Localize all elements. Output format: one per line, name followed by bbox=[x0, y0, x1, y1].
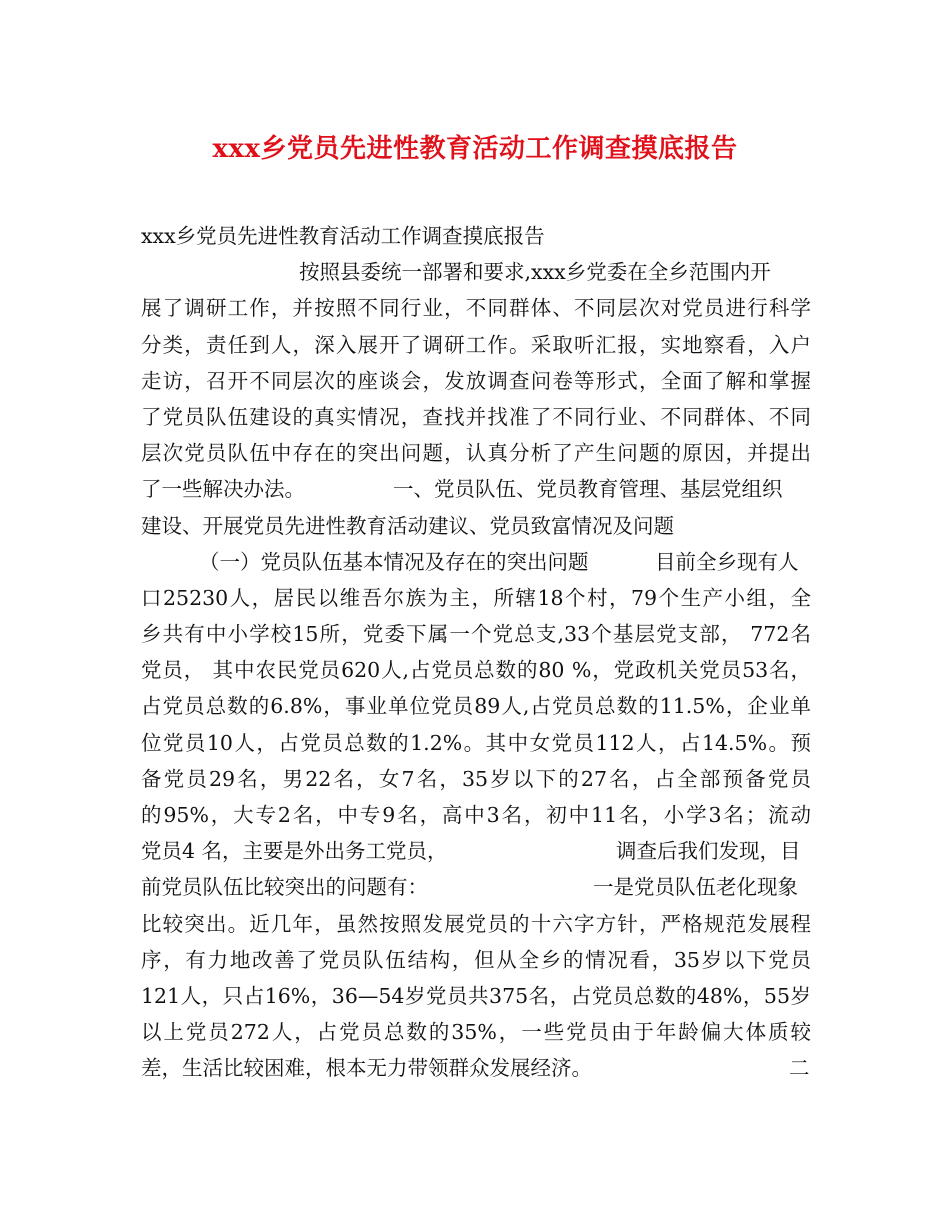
paragraph-line bbox=[141, 544, 811, 580]
paragraph-text: 差，生活比较困难，根本无力带领群众发展经济。 bbox=[141, 1056, 592, 1081]
paragraph-line bbox=[141, 471, 811, 507]
paragraph-text: 前党员队伍比较突出的问题有： bbox=[141, 875, 428, 900]
paragraph-line: 党员， 其中农民党员620人,占党员总数的80 %，党政机关党员53名， bbox=[141, 658, 811, 683]
paragraph-line: 121人，只占16%，36—54岁党员共375名，占党员总数的48%，55岁 bbox=[141, 983, 811, 1008]
paragraph-text: 目前全乡现有人 bbox=[655, 549, 799, 574]
paragraph-line: 口25230人，居民以维吾尔族为主，所辖18个村，79个生产小组，全 bbox=[141, 585, 811, 610]
paragraph-line: 备党员29名，男22名，女7名，35岁以下的27名，占全部预备党员 bbox=[141, 766, 811, 791]
paragraph-line: 占党员总数的6.8%，事业单位党员89人,占党员总数的11.5%，企业单 bbox=[141, 694, 811, 719]
subtitle-line: xxx乡党员先进性教育活动工作调查摸底报告 bbox=[141, 224, 545, 248]
paragraph-text: 了一些解决办法。 bbox=[141, 477, 305, 502]
paragraph-line: 比较突出。近几年，虽然按照发展党员的十六字方针，严格规范发展程 bbox=[141, 911, 811, 936]
paragraph-line: 了党员队伍建设的真实情况，查找并找准了不同行业、不同群体、不同 bbox=[141, 404, 811, 429]
paragraph-line bbox=[141, 1050, 811, 1086]
section-heading-line: 建设、开展党员先进性教育活动建议、党员致富情况及问题 bbox=[141, 513, 674, 538]
paragraph-line bbox=[141, 869, 811, 905]
section-heading: 一、党员队伍、党员教育管理、基层党组织 bbox=[393, 477, 783, 502]
subsection-heading: （一）党员队伍基本情况及存在的突出问题 bbox=[199, 549, 589, 574]
paragraph-line bbox=[141, 833, 811, 869]
paragraph-line: 序，有力地改善了党员队伍结构，但从全乡的情况看，35岁以下党员 bbox=[141, 947, 811, 972]
paragraph-text: 二 bbox=[789, 1056, 810, 1081]
paragraph-line: 展了调研工作，并按照不同行业，不同群体、不同层次对党员进行科学 bbox=[141, 296, 811, 321]
paragraph-text: 按照县委统一部署和要求,xxx乡党委在全乡范围内开 bbox=[299, 260, 771, 285]
paragraph-text: 调查后我们发现，目 bbox=[616, 839, 801, 864]
paragraph-line: 分类，责任到人，深入展开了调研工作。采取听汇报，实地察看，入户 bbox=[141, 332, 811, 357]
paragraph-text: 党员4 名，主要是外出务工党员， bbox=[141, 839, 448, 864]
document-body bbox=[141, 218, 811, 1087]
document-title: xxx乡党员先进性教育活动工作调查摸底报告 bbox=[212, 134, 738, 164]
paragraph-line: 的95%，大专2名，中专9名，高中3名，初中11名，小学3名；流动 bbox=[141, 803, 811, 827]
paragraph-line: 以上党员272人，占党员总数的35%，一些党员由于年龄偏大体质较 bbox=[141, 1020, 811, 1045]
paragraph-line bbox=[141, 254, 811, 290]
paragraph-line: 位党员10人，占党员总数的1.2%。其中女党员112人，占14.5%。预 bbox=[141, 730, 811, 755]
paragraph-line: 层次党员队伍中存在的突出问题，认真分析了产生问题的原因，并提出 bbox=[141, 441, 811, 466]
paragraph-line: 乡共有中小学校15所，党委下属一个党总支,33个基层党支部， 772名 bbox=[141, 622, 811, 647]
paragraph-line: 走访，召开不同层次的座谈会，发放调查问卷等形式，全面了解和掌握 bbox=[141, 368, 811, 393]
paragraph-text: 一是党员队伍老化现象 bbox=[593, 875, 798, 900]
